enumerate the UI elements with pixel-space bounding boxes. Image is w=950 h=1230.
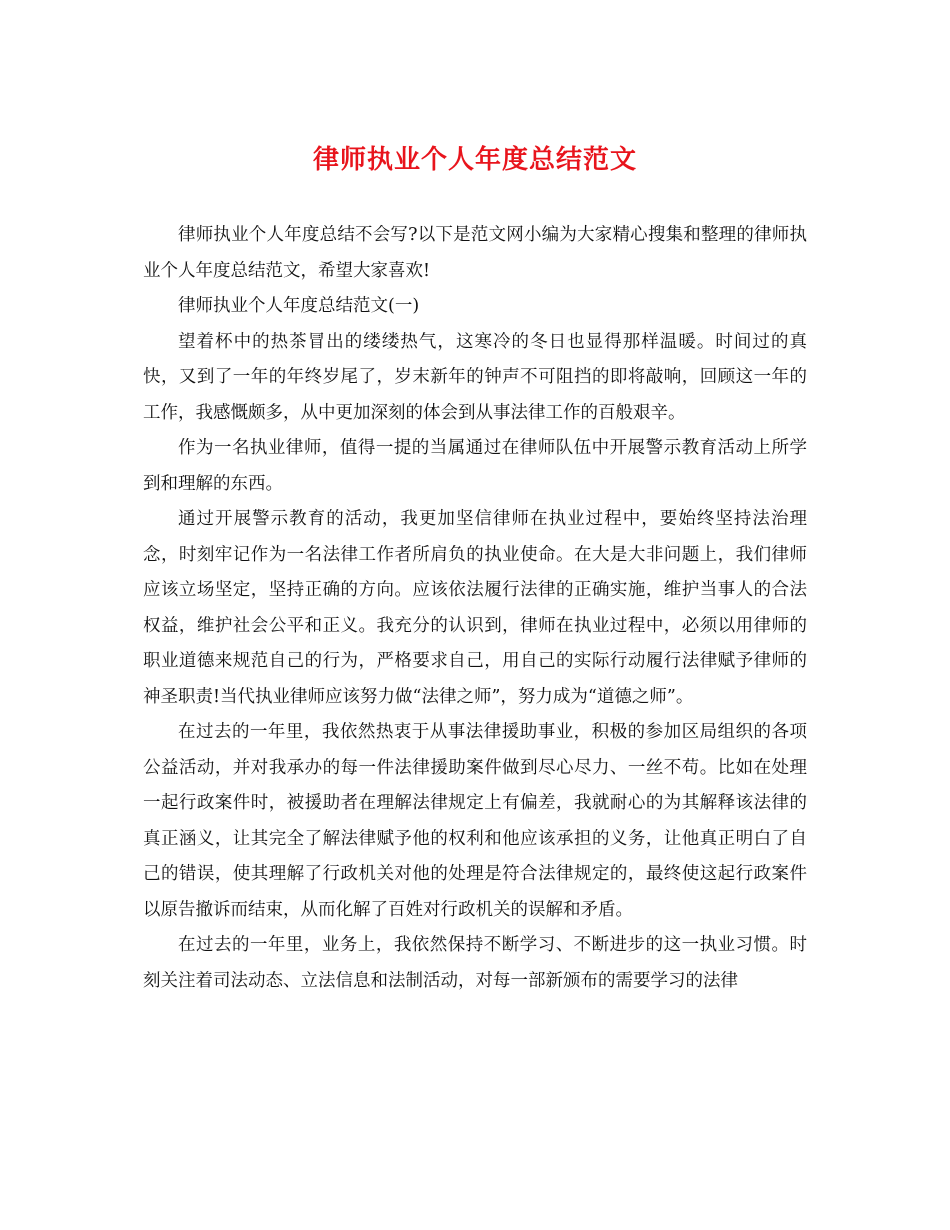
paragraph-intro: 律师执业个人年度总结不会写?以下是范文网小编为大家精心搜集和整理的律师执业个人年度总结范文，希望大家喜欢! — [143, 225, 807, 281]
document-body — [143, 218, 807, 999]
paragraph: 通过开展警示教育的活动，我更加坚信律师在执业过程中，要始终坚持法治理念，时刻牢记作为一名法律工作者所肩负的执业使命。在大是大非问题上，我们律师应该立场坚定，坚持正确的方向。应该依法履行法律的正确实施，维护当事人的合法权益，维护社会公平和正义。我充分的认识到，律师在执业过程中，必须以用律师的职业道德来规范自己的行为，严格要求自己，用自己的实际行动履行法律赋予律师的神圣职责!当代执业律师应该努力做“法律之师”，努力成为“道德之师”。 — [143, 509, 807, 707]
paragraph: 望着杯中的热茶冒出的缕缕热气，这寒冷的冬日也显得那样温暖。时间过的真快，又到了一年的年终岁尾了，岁末新年的钟声不可阻挡的即将敲响，回顾这一年的工作，我感慨颇多，从中更加深刻的体会到从事法律工作的百般艰辛。 — [143, 331, 807, 423]
paragraph: 作为一名执业律师，值得一提的当属通过在律师队伍中开展警示教育活动上所学到和理解的东西。 — [143, 438, 807, 494]
paragraph-subheading: 律师执业个人年度总结范文(一) — [178, 296, 420, 316]
document-title: 律师执业个人年度总结范文 — [312, 145, 637, 175]
paragraph: 在过去的一年里，我依然热衷于从事法律援助事业，积极的参加区局组织的各项公益活动，并对我承办的每一件法律援助案件做到尽心尽力、一丝不苟。比如在处理一起行政案件时，被援助者在理解法律规定上有偏差，我就耐心的为其解释该法律的真正涵义，让其完全了解法律赋予他的权利和他应该承担的义务，让他真正明白了自己的错误，使其理解了行政机关对他的处理是符合法律规定的，最终使这起行政案件以原告撤诉而结束，从而化解了百姓对行政机关的误解和矛盾。 — [143, 722, 807, 920]
paragraph: 在过去的一年里，业务上，我依然保持不断学习、不断进步的这一执业习惯。时刻关注着司法动态、立法信息和法制活动，对每一部新颁布的需要学习的法律 — [143, 935, 807, 991]
